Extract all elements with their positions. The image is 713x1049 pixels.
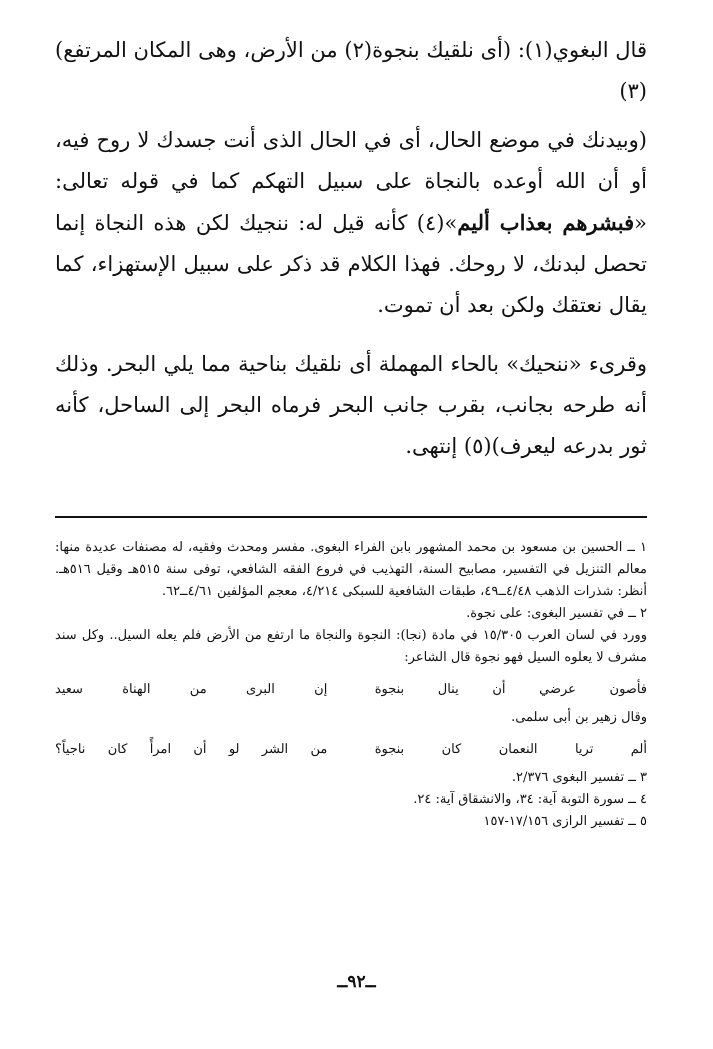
verse-2 (55, 739, 647, 761)
paragraph-2 (55, 120, 647, 326)
footnotes (55, 537, 647, 833)
verse-1 (55, 679, 647, 701)
footnote-5: ٥ ــ تفسير الرازى ١٧/١٥٦-١٥٧ (483, 814, 647, 829)
verse-2-second-hemistich: من الشر لو أن امرأً كان ناجياً؟ (55, 742, 328, 757)
quran-quote: فبشرهم بعذاب أليم (457, 210, 635, 235)
verse-2-first-hemistich: ألم تريا النعمان كان بنجوة (374, 742, 647, 757)
paragraph-2-part-a: (وبيدنك في موضع الحال، أى في الحال الذى أنت جسدك لا روح فيه، أو أن الله أوعده بالنجاة على سبيل التهكم كما في قوله تعالى: « (55, 128, 647, 235)
verse-2-intro: وقال زهير بن أبى سلمى. (511, 710, 647, 725)
footnote-1: ١ ــ الحسين بن مسعود بن محمد المشهور بابن الفراء البغوى. مفسر ومحدث وفقيه، له مصنفات عديدة منها: معالم التنزيل في التفسير، مصابيح السنة، التهذيب في فروع الفقه الشافعي، توفى سنة ٥١٥هـ وقيل ٥١٦هـ. أنظر: شذرات الذهب ٤/٤٨ــ٤٩، طبقات الشافعية للسبكى ٤/٢١٤، معجم المؤلفين ٤/٦١ــ٦٢. (55, 540, 647, 599)
main-text (55, 30, 647, 485)
verse-1-second-hemistich: إن البرى من الهناة سعيد (55, 682, 328, 697)
page-number: ــ٩٢ــ (337, 972, 376, 992)
footnote-divider (55, 516, 647, 518)
footnote-3: ٣ ــ تفسير البغوى ٢/٣٧٦. (511, 770, 647, 785)
footnote-4: ٤ ــ سورة التوبة آية: ٣٤، والانشقاق آية: ٢٤. (413, 792, 647, 807)
paragraph-1: قال البغوي(١): (أى نلقيك بنجوة(٢) من الأرض، وهى المكان المرتفع)(٣) (55, 38, 647, 103)
paragraph-3: وقرىء «ننحيك» بالحاء المهملة أى نلقيك بناحية مما يلي البحر. وذلك أنه طرحه بجانب، بقرب جانب البحر فرماه البحر إلى الساحل، كأنه ثور بدرعه ليعرف)(٥) إنتهى. (55, 352, 647, 458)
verse-1-first-hemistich: فأصون عرضي أن ينال بنجوة (374, 682, 647, 697)
paragraph-2-part-b: »(٤) كأنه قيل له: ننجيك لكن هذه النجاة إنما تحصل لبدنك، لا روحك. فهذا الكلام قد ذكر على سبيل الإستهزاء، كما يقال نعتقك ولكن بعد أن تموت. (55, 211, 647, 317)
footnote-2-continuation: وورد في لسان العرب ١٥/٣٠٥ في مادة (نجا): النجوة والنجاة ما ارتفع من الأرض فلم يعله السيل.. وكل سند مشرف لا يعلوه السيل فهو نجوة قال الشاعر: (55, 628, 647, 665)
footnote-2: ٢ ــ في تفسير البغوى: على نجوة. (466, 606, 647, 621)
